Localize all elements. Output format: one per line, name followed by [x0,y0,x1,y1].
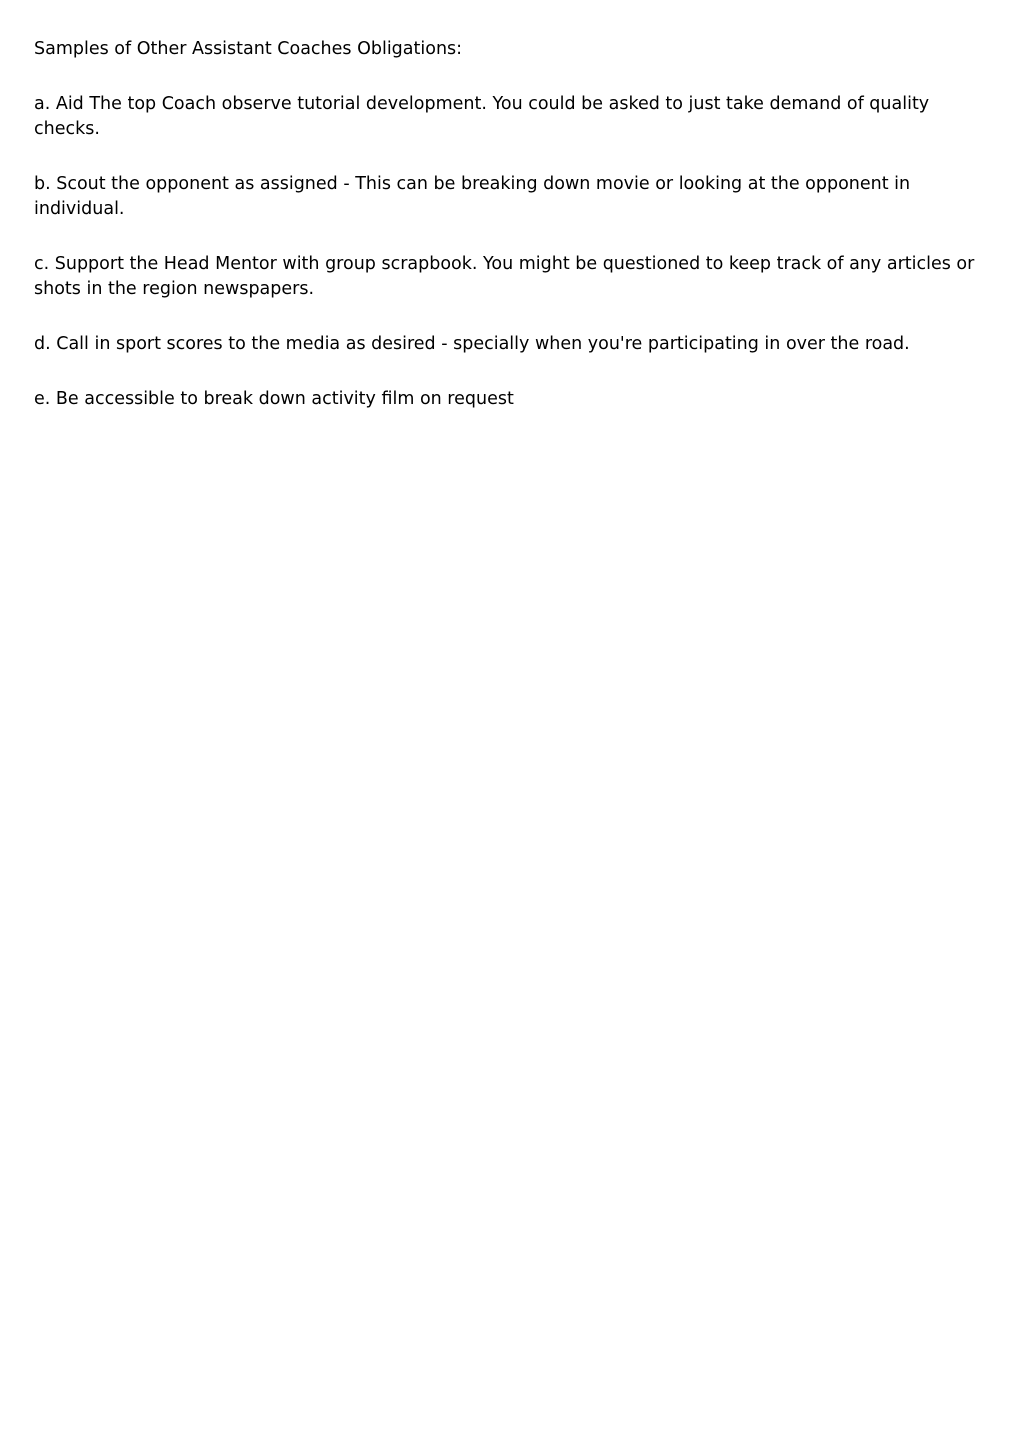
list-item-c: c. Support the Head Mentor with group scrapbook. You might be questioned to keep track of any articles or shots in the region newspapers. [34,254,975,299]
list-item-d: d. Call in sport scores to the media as desired - specially when you're participating in over the road. [34,334,910,354]
list-item-a: a. Aid The top Coach observe tutorial development. You could be asked to just take demand of quality checks. [34,94,930,139]
list-item-b: b. Scout the opponent as assigned - This can be breaking down movie or looking at the opponent in individual. [34,174,911,219]
list-item-e: e. Be accessible to break down activity film on request [34,389,514,409]
document-page [34,37,994,442]
document-heading: Samples of Other Assistant Coaches Obligations: [34,39,463,59]
